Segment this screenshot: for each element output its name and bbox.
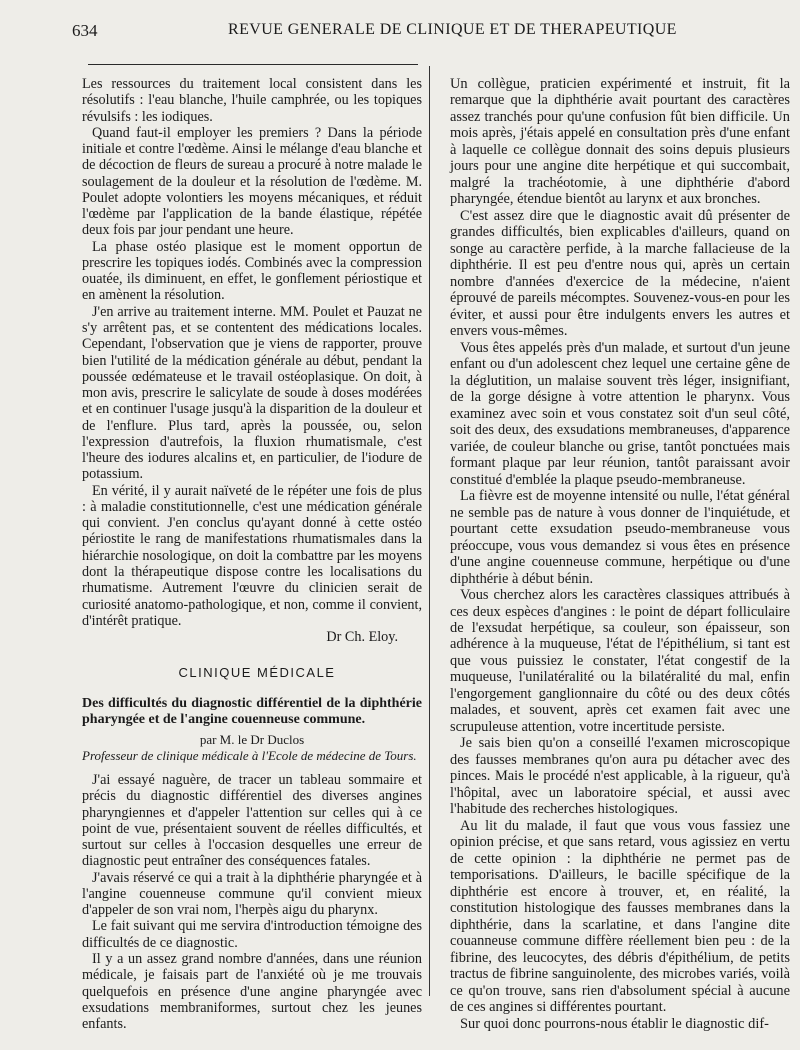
paragraph: Le fait suivant qui me servira d'introduction témoigne des difficultés de ce diagnostic. <box>82 918 422 951</box>
column-divider <box>429 66 430 996</box>
paragraph: La fièvre est de moyenne intensité ou nulle, l'état général ne semble pas de nature à vous donner de l'inquiétude, et pourtant cette exsudation pseudo-membraneuse vous préoccupe, vous vous demandez si vous êtes en présence d'une angine couenneuse commune, herpétique ou d'une diphthérie à début bénin. <box>450 488 790 587</box>
header-rule <box>88 64 418 65</box>
author-signature: Dr Ch. Eloy. <box>326 629 398 646</box>
page-header <box>68 14 774 44</box>
paragraph: J'ai essayé naguère, de tracer un tableau sommaire et précis du diagnostic différentiel des diverses angines pharyngiennes et d'appeler l'attention sur celles qui à ce point de vue, présentaient souvent de réelles difficultés, et surtout sur celles à l'occasion desquelles une erreur de diagnostic peut entraîner des conséquences fatales. <box>82 772 422 870</box>
paragraph: J'avais réservé ce qui a trait à la diphthérie pharyngée et à l'angine couenneuse commune qu'il convient mieux d'appeler de son vrai nom, l'herpès aigu du pharynx. <box>82 869 422 919</box>
running-title: REVUE GENERALE DE CLINIQUE ET DE THERAPEUTIQUE <box>228 21 677 38</box>
paragraph: En vérité, il y aurait naïveté de le répéter une fois de plus : à maladie constitutionnelle, c'est une médication générale qui convient. J'en conclus qu'ayant donné à cette ostéo périostite le rang de manifestations rhumatismales dans la hiérarchie nosologique, on doit la combattre par les moyens dont la thérapeutique dispose contre les localisations du rhumatisme. Autrement l'œuvre du clinicien serait de curiosité anatomo-pathologique, et non, comme il convient, d'intérêt pratique. <box>82 482 422 629</box>
paragraph: J'en arrive au traitement interne. MM. Poulet et Pauzat ne s'y arrêtent pas, et se contentent des médications locales. Cependant, l'observation que je viens de rapporter, prouve bien l'utilité de la médication générale au début, pendant la poussée œdémateuse et le travail ostéoplasique. On doit, à mon avis, prescrire le salicylate de soude à doses modérées et en continuer l'usage jusqu'à la disparition de la douleur et de l'enflure. Plus tard, après la poussée, ou, selon l'expression d'autrefois, la fluxion rhumatismale, c'est l'heure des iodures alcalins et, en particulier, de l'iodure de potassium. <box>82 303 422 483</box>
paragraph: Au lit du malade, il faut que vous vous fassiez une opinion précise, et que sans retard, vous agissiez en vertu de cette opinion : la diphthérie ne permet pas de temporisations. D'ailleurs, le bacille spécifique de la diphthérie est encore à trouver, et, en réalité, la constitution histologique des fausses membranes dans la diphthérie, dans la scarlatine, et dans l'angine dite couanneuse commune diffère réellement bien peu : de la fibrine, des leucocytes, des débris d'épithélium, de petits tractus de fibrine sanguinolente, des microbes variés, voilà ce qu'on trouve, sans rien d'absolument spécial à aucune de ces angines si différentes pourtant. <box>450 817 790 1016</box>
right-column <box>450 76 790 1032</box>
paragraph: Vous cherchez alors les caractères classiques attribués à ces deux espèces d'angines : le point de départ folliculaire de l'exsudat herpétique, sa couleur, son épaisseur, son adhérence à la muqueuse, l'état de l'épithélium, si tant est que vous puissiez le constater, l'état congestif de la muqueuse, l'unilatéralité ou la bilatéralité du mal, enfin l'engorgement ganglionnaire du côté ou des deux côtés malades, et souvent, après cet examen fait avec une scrupuleuse attention, votre incertitude persiste. <box>450 587 790 735</box>
paragraph: C'est assez dire que le diagnostic avait dû présenter de grandes difficultés, bien explicables d'ailleurs, quand on songe au caractère perfide, à la marche fallacieuse de la diphthérie. Il est peu d'entre nous qui, après un certain nombre d'années d'exercice de la médecine, n'aient éprouvé de pareils mécomptes. Souvenez-vous-en pour les éviter, et aussi pour être indulgents envers les autres et envers vous-mêmes. <box>450 207 790 340</box>
left-column <box>82 76 422 1032</box>
paragraph: Je sais bien qu'on a conseillé l'examen microscopique des fausses membranes qu'on aura pu détacher avec des pinces. Mais le procédé n'est applicable, à la rigueur, qu'à l'hôpital, avec un laboratoire spécial, et aussi avec l'habitude des recherches histologiques. <box>450 735 790 818</box>
author-affiliation: Professeur de clinique médicale à l'Ecole de médecine de Tours. <box>82 747 417 763</box>
paragraph: La phase ostéo plasique est le moment opportun de prescrire les topiques iodés. Combinés avec la compression ouatée, ils diminuent, en effet, le gonflement périostique et en amènent la résolution. <box>82 238 422 304</box>
paragraph: Vous êtes appelés près d'un malade, et surtout d'un jeune enfant ou d'un adolescent chez lequel une certaine gêne de la déglutition, un malaise souvent très léger, insignifiant, de la gorge désigne à votre attention le pharynx. Vous examinez avec soin et vous constatez soit d'un seul côté, soit des deux, des exsudations membraneuses, d'apparence variée, de couleur blanche ou grise, tantôt ponctuées mais formant plaque par leur réunion, tantôt paraissant avoir constitué d'emblée la plaque pseudo-membraneuse. <box>450 339 790 488</box>
paragraph: Sur quoi donc pourrons-nous établir le diagnostic dif- <box>460 1015 769 1032</box>
paragraph: Les ressources du traitement local consistent dans les résolutifs : l'eau blanche, l'huile camphrée, ou les topiques révulsifs : les iodiques. <box>82 76 422 125</box>
article-title: Des difficultés du diagnostic différentiel de la diphthérie pharyngée et de l'angine couenneuse commune. <box>82 695 422 727</box>
article-byline: par M. le Dr Duclos <box>199 731 305 747</box>
paragraph: Quand faut-il employer les premiers ? Dans la période initiale et contre l'œdème. Ainsi le mélange d'eau blanche et de décoction de fleurs de sureau a procuré à notre malade le soulagement de la douleur et la résolution de l'œdème. M. Poulet adopte volontiers les moyens mécaniques, et réduit l'œdème par l'application de la bande élastique, répétée deux fois par jour pendant une heure. <box>82 124 422 239</box>
paragraph: Il y a un assez grand nombre d'années, dans une réunion médicale, je faisais part de l'anxiété où je me trouvais quelquefois en présence d'une angine pharyngée avec exsudations membraniformes, surtout chez les jeunes enfants. <box>82 951 422 1033</box>
paragraph: Un collègue, praticien expérimenté et instruit, fit la remarque que la diphthérie avait pourtant des caractères assez tranchés pour qu'une confusion fût bien difficile. Un mois après, j'étais appelé en consultation près d'une enfant à laquelle ce collègue donnait des soins depuis plusieurs jours pour une angine dite herpétique et qui succombait, malgré la trachéotomie, à une diphthérie d'abord pharyngée, étendue bientôt au larynx et aux bronches. <box>450 76 790 208</box>
section-heading: CLINIQUE MÉDICALE <box>178 665 336 681</box>
page-number: 634 <box>72 21 98 40</box>
